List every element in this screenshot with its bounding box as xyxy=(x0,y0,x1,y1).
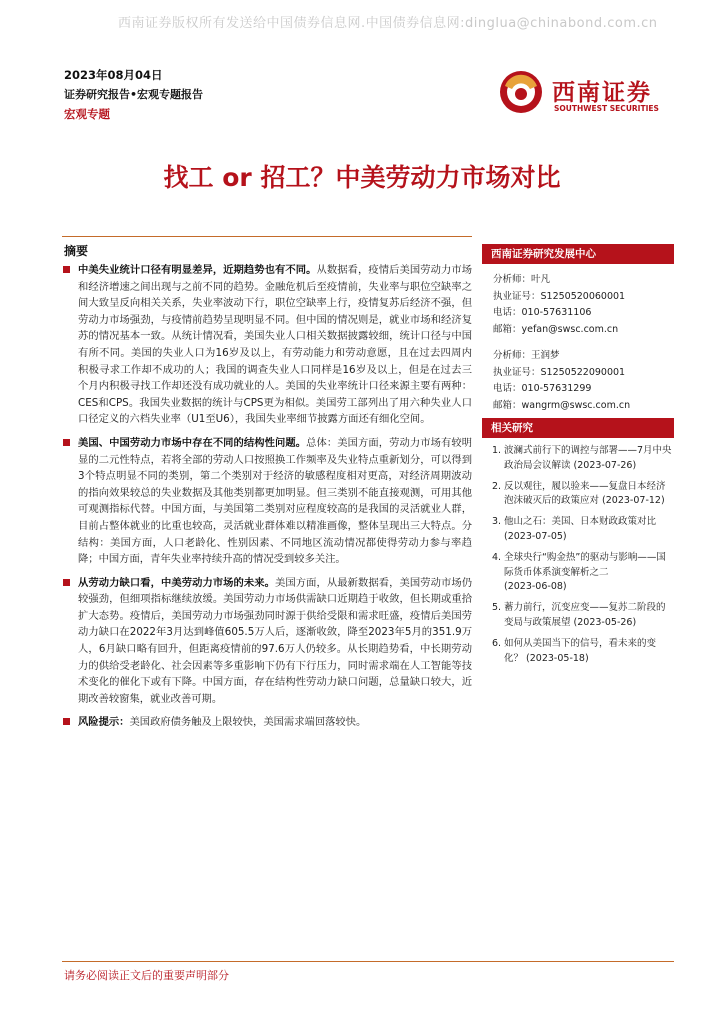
report-type: 证券研究报告•宏观专题报告 xyxy=(64,88,204,101)
abstract-heading: 摘要 xyxy=(64,244,89,258)
related-research-header: 相关研究 xyxy=(482,418,674,438)
bullet-lead: 中美失业统计口径有明显差异，近期趋势也有不同。 xyxy=(78,264,317,276)
related-item-title: 他山之石：美国、日本财政政策对比 xyxy=(504,516,657,528)
related-item-title: 反以观往，履以验来——复盘日本经济泡沫破灭后的政策应对 xyxy=(504,480,666,507)
bullet-square-icon xyxy=(63,439,70,446)
related-item-title: 蓄力前行，沉变应变——复苏二阶段的变局与政策展望 xyxy=(504,602,666,628)
watermark: 西南证券版权所有发送给中国债券信息网.中国债券信息网:dinglua@chinabond.com.cn xyxy=(118,16,658,31)
related-item-number: 5. xyxy=(492,602,502,614)
related-item-number: 4. xyxy=(492,551,502,563)
related-item-number: 1. xyxy=(492,445,502,456)
related-item-date: (2023-05-26) xyxy=(573,616,637,628)
bullet-lead: 美国、中国劳动力市场中存在不同的结构性问题。 xyxy=(78,436,307,449)
company-logo xyxy=(497,68,677,118)
analyst-email[interactable]: 邮箱：wangrm@swsc.com.cn xyxy=(493,399,631,411)
abstract-bullet xyxy=(62,262,472,428)
analyst-card xyxy=(482,338,674,414)
related-item-number: 2. xyxy=(492,480,502,492)
bullet-text: 从数据看，疫情后美国劳动力市场和经济增速之间出现与之前不同的趋势。金融危机后至疫情前，失业率与职位空缺率之间大致呈反向相关关系，失业率波动下行，职位空缺率上行，疫情复苏后经济不强，但劳动力市场强劲，与疫情前趋势呈现明显不同。但中国的情况则是，就业市场和经济复苏的情况基本一致。从统计情况看，美国失业人口相关数据披露较细，统计口径与中国有所不同。美国的失业人口为16岁及以上，有劳动能力和劳动意愿，且在过去四周内积极寻求工作却不成功的人；我国的调查失业人口同样是16岁及以上，但是在过去三个月内积极寻找工作却还没有成功就业的人。美国的失业率统计口径来源主要有两种：CES和CPS。我国失业数据的统计与CPS更为相似。美国劳工部列出了用六种失业人口口径定义的六档失业率（U1至U6），我国失业率细节披露方面还有细化空间。 xyxy=(78,264,473,426)
analyst-phone: 电话：010-57631299 xyxy=(493,383,592,394)
related-item-title: 如何从美国当下的信号，看未来的变化？ xyxy=(504,637,657,664)
related-item-date: (2023-07-05) xyxy=(504,530,567,542)
disclaimer-note: 请务必阅读正文后的重要声明部分 xyxy=(64,969,229,982)
analyst-phone: 电话：010-57631106 xyxy=(493,307,592,318)
logo-name-cn: 西南证券 xyxy=(552,80,652,106)
related-item-date: (2023-06-08) xyxy=(504,581,567,593)
related-research-item[interactable] xyxy=(492,480,674,510)
analyst-card xyxy=(482,264,674,338)
logo-mark-icon xyxy=(497,68,545,116)
related-item-title: 波澜式前行下的调控与部署——7月中央政治局会议解读 xyxy=(504,445,672,471)
related-item-title: 全球央行“购金热”的驱动与影响——国际货币体系演变解析之二 xyxy=(504,551,666,578)
analyst-license: 执业证号：S1250522090001 xyxy=(493,366,626,378)
related-item-number: 3. xyxy=(492,516,502,528)
analyst-license: 执业证号：S1250520060001 xyxy=(493,290,626,302)
bullet-square-icon xyxy=(63,266,70,273)
related-research-item[interactable] xyxy=(492,444,674,474)
research-center-header: 西南证券研究发展中心 xyxy=(482,244,674,264)
page-title: 找工 or 招工？中美劳动力市场对比 xyxy=(163,163,561,192)
related-research-list xyxy=(482,438,674,666)
analyst-name: 分析师：叶凡 xyxy=(493,274,551,285)
related-research-panel xyxy=(482,418,674,672)
analyst-panel xyxy=(482,244,674,414)
abstract-bullet xyxy=(62,714,472,731)
bullet-text: 美国政府债务触及上限较快，美国需求端回落较快。 xyxy=(129,716,367,729)
bullet-square-icon xyxy=(63,579,70,586)
abstract-bullet xyxy=(62,575,472,708)
bullet-text: 总体：美国方面，劳动力市场有较明显的二元性特点，若将全部的劳动人口按照换工作频率及失业特点重新划分，可以得到3个特点明显不同的类别，第二个类别对于经济的敏感程度相对更高，对经济周期波动的指向效果较总的失业数据及其他类别都更加明显。但三类别不能直接观测，可用其他可观测指标代替。中国方面，与美国第二类别对应程度较高的是我国的灵活就业人群，目前占整体就业的比重也较高，灵活就业群体难以精准画像，整体呈现出三大特点。分结构：美国方面，人口老龄化、性别因素、不同地区流动情况都使得劳动力参与率趋降；中国方面，青年失业率持续升高的情况受到较多关注。 xyxy=(78,436,473,566)
report-category: 宏观专题 xyxy=(64,107,110,121)
report-date: 2023年08月04日 xyxy=(64,68,163,82)
footer-divider xyxy=(62,961,674,962)
abstract-bullet xyxy=(62,435,472,568)
bullet-lead: 风险提示： xyxy=(78,716,130,729)
related-item-date: (2023-07-26) xyxy=(573,459,637,471)
analyst-name: 分析师：王润梦 xyxy=(493,350,560,361)
related-research-item[interactable] xyxy=(492,551,674,595)
related-item-number: 6. xyxy=(492,637,502,649)
section-divider xyxy=(62,236,472,237)
analyst-email[interactable]: 邮箱：yefan@swsc.com.cn xyxy=(493,323,619,335)
logo-name-en: SOUTHWEST SECURITIES xyxy=(554,104,659,113)
bullet-square-icon xyxy=(63,718,70,725)
related-research-item[interactable] xyxy=(492,601,674,631)
related-item-date: (2023-07-12) xyxy=(602,495,665,507)
bullet-text: 美国方面，从最新数据看，美国劳动市场仍较强劲，但细项指标继续放缓。美国劳动力市场供需缺口近期趋于收敛，但长期或重拾扩大态势。疫情后，美国劳动力市场强劲同时源于供给受限和需求旺盛，疫情后美国劳动力缺口在2022年3月达到峰值605.5万人后，逐渐收敛，降至2023年5月的351.9万人，6月缺口略有回升，但距离疫情前的97.6万人仍较多。从长期趋势看，中长期劳动力的供给受老龄化、社会因素等多重影响下仍有下行压力，同时需求端在人工智能等技术变化的催化下或有下降。中国方面，存在结构性劳动力缺口问题，总量缺口较大，近期改善较窗集，就业改善可期。 xyxy=(78,576,473,705)
related-research-item[interactable] xyxy=(492,515,674,545)
related-research-item[interactable] xyxy=(492,637,674,667)
abstract-body xyxy=(62,262,472,738)
related-item-date: (2023-05-18) xyxy=(526,652,589,664)
bullet-lead: 从劳动力缺口看，中美劳动力市场的未来。 xyxy=(78,576,276,589)
